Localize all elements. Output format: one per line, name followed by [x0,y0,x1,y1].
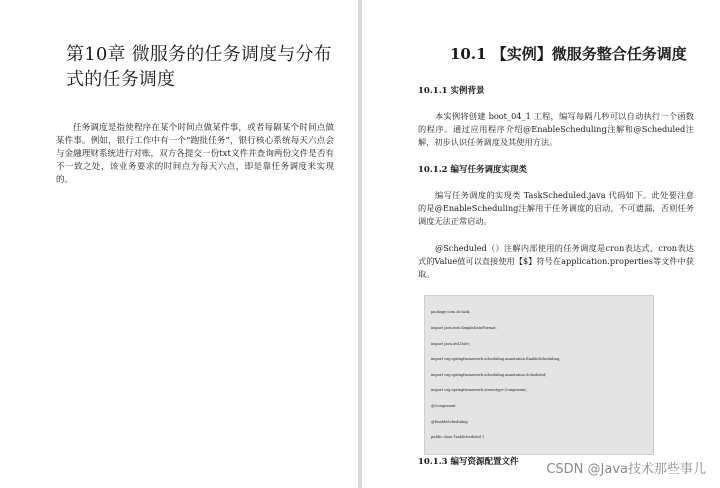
cron-paragraph: @Scheduled（）注解内部使用的任务调度是cron表达式，cron表达式的Value值可以直接使用【$】符号在application.properties等文件中获取。 [418,243,694,279]
section-title: 10.1 【实例】微服务整合任务调度 [450,45,687,63]
code-line: public class TaskScheduled { [431,435,485,440]
background-paragraph: 本实例将创建 boot_04_1 工程，编写每隔几秒可以自动执行一个函数的程序。通过应用程序介绍@EnableScheduling注解和@Scheduled注解，初步认识任务调度及其使用方法。 [418,111,694,147]
task-class-paragraph: 编写任务调度的实现类 TaskScheduled.java 代码如下。此处要注意的是@EnableScheduling注解用于任务调度的启动，不可遗漏，否则任务调度无法正常启动。 [418,190,694,226]
code-line: @Component [431,404,456,409]
chapter-title: 第10章 微服务的任务调度与分布式的任务调度 [66,44,332,90]
code-line: import org.springframework.scheduling.annotation.EnableScheduling; [431,357,561,362]
right-page [362,0,720,488]
subsection-heading-config: 10.1.3 编写资源配置文件 [418,457,519,467]
code-line: @EnableScheduling [431,419,468,424]
subsection-heading-task-class: 10.1.2 编写任务调度实现类 [418,165,528,175]
code-line: import org.springframework.stereotype.Component; [431,388,527,393]
code-line: import org.springframework.scheduling.annotation.Scheduled; [431,372,547,377]
watermark: CSDN @Java技术那些事儿 [546,462,706,477]
left-page [0,0,358,488]
code-line: import java.util.Date; [431,341,470,346]
code-line: import java.text.SimpleDateFormat; [431,326,497,331]
code-line: package com.cb.task; [431,310,471,315]
code-listing [424,295,654,455]
chapter-intro-paragraph: 任务调度是指使程序在某个时间点做某件事，或者每隔某个时间点做某件事。例如，银行工作中有一个“跑批任务”，银行核心系统每天六点会与金融理财系统进行对账，双方各提交一份txt文件并查询两份文件是否有不一致之处，该业务要求的时间点为每天六点，即是靠任务调度来实现的。 [56,123,334,185]
subsection-heading-background: 10.1.1 实例背景 [418,86,485,96]
